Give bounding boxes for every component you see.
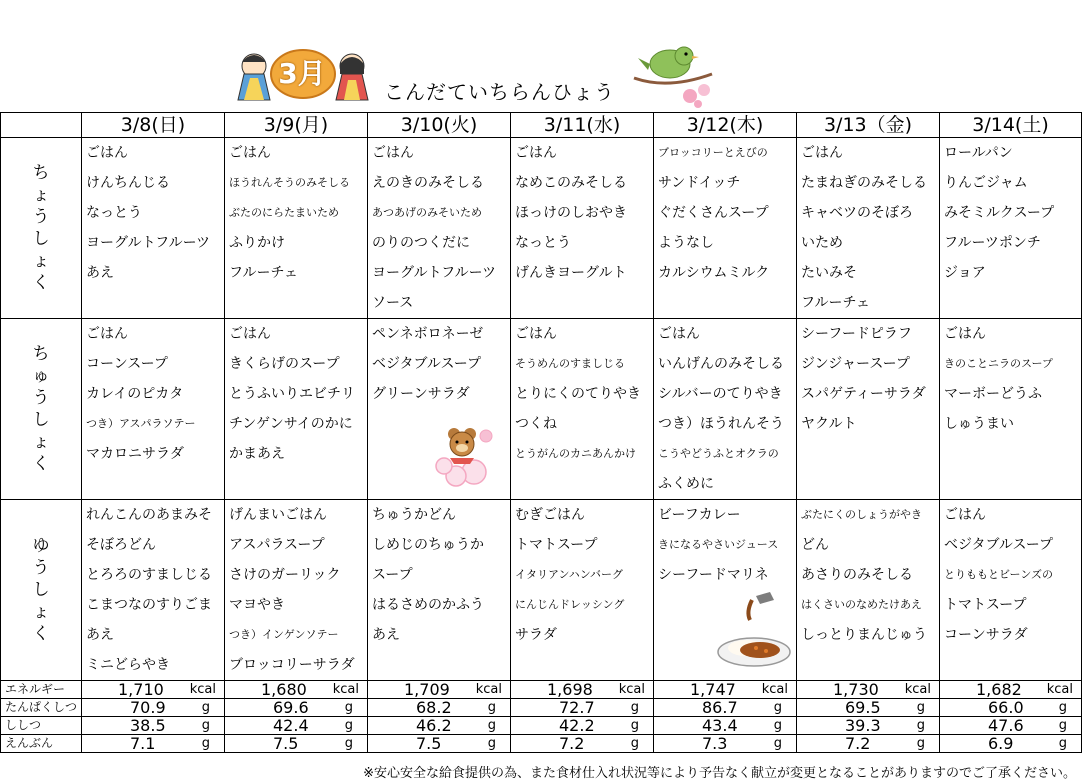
menu-item: つくね <box>515 416 557 432</box>
nutrition-value-cell <box>225 717 368 735</box>
menu-item: ヤクルト <box>801 416 857 432</box>
nutrition-value: 7.3 <box>702 734 728 753</box>
menu-item: ほうれんそうのみそしる <box>229 176 350 189</box>
bird-on-branch-icon <box>628 38 718 110</box>
menu-item: スパゲティーサラダ <box>801 386 926 402</box>
menu-item: さけのガーリック <box>229 567 341 583</box>
meal-label-text: ちょうしょく <box>32 163 50 293</box>
day-header: 3/14(土) <box>940 113 1082 138</box>
nutrition-unit: g <box>773 736 782 751</box>
nutrition-value: 70.9 <box>130 698 166 717</box>
menu-item: ジョア <box>944 265 986 281</box>
page-title: こんだていちらんひょう <box>384 80 615 104</box>
menu-item: ソース <box>372 295 414 311</box>
nutrition-value: 43.4 <box>702 716 738 735</box>
menu-item: ベジタブルスープ <box>372 356 482 372</box>
day-header: 3/11(水) <box>511 113 654 138</box>
nutrition-value: 1,747 <box>690 680 736 699</box>
menu-item: つき）ほうれんそう <box>658 416 784 432</box>
menu-item: しっとりまんじゅう <box>801 627 927 643</box>
menu-item: ふりかけ <box>229 235 285 251</box>
nutrition-value-cell <box>654 681 797 699</box>
menu-item: えのきのみそしる <box>372 175 484 191</box>
nutrition-value: 39.3 <box>845 716 881 735</box>
menu-item: しめじのちゅうか <box>372 537 484 553</box>
menu-cell <box>225 500 368 681</box>
meal-label <box>1 319 82 500</box>
menu-item: ようなし <box>658 235 714 251</box>
menu-item: そうめんのすましじる <box>515 357 625 370</box>
nutrition-unit: g <box>1058 736 1067 751</box>
nutrition-unit: kcal <box>475 682 502 697</box>
nutrition-unit: g <box>773 700 782 715</box>
menu-cell <box>225 138 368 319</box>
menu-cell <box>797 138 940 319</box>
menu-item: とろろのすましじる <box>86 567 212 583</box>
menu-item: マーボーどうふ <box>944 386 1042 402</box>
menu-table <box>0 112 1082 753</box>
menu-cell <box>940 500 1082 681</box>
curry-rice-icon <box>716 590 792 670</box>
menu-item: ぶたのにらたまいため <box>229 206 339 219</box>
menu-item: ごはん <box>515 145 557 161</box>
nutrition-value: 1,698 <box>547 680 593 699</box>
nutrition-unit: g <box>916 718 925 733</box>
meal-label <box>1 500 82 681</box>
menu-item: いんげんのみそしる <box>658 356 784 372</box>
menu-item: ビーフカレー <box>658 507 741 523</box>
menu-item: あえ <box>86 265 114 281</box>
menu-item: りんごジャム <box>944 175 1028 191</box>
menu-item: かまあえ <box>229 446 285 462</box>
menu-item: こうやどうふとオクラの <box>658 447 779 460</box>
nutrition-unit: g <box>1058 718 1067 733</box>
nutrition-unit: g <box>201 736 210 751</box>
nutrition-value: 7.5 <box>416 734 442 753</box>
nutrition-unit: kcal <box>904 682 931 697</box>
menu-item: ごはん <box>801 145 843 161</box>
nutrition-value-cell <box>940 699 1082 717</box>
nutrition-value: 72.7 <box>559 698 595 717</box>
nutrition-value-cell <box>511 735 654 753</box>
menu-item: ヨーグルトフルーツ <box>86 235 211 251</box>
menu-item: マカロニサラダ <box>86 446 184 462</box>
menu-item: とりにくのてりやき <box>515 386 641 402</box>
menu-cell <box>654 138 797 319</box>
nutrition-value: 69.5 <box>845 698 881 717</box>
nutrition-value: 42.2 <box>559 716 595 735</box>
nutrition-value-cell <box>654 717 797 735</box>
menu-item: ごはん <box>944 507 986 523</box>
meal-label-text: ゆうしょく <box>32 536 50 644</box>
nutrition-value: 1,682 <box>976 680 1022 699</box>
menu-item: ミニどらやき <box>86 657 170 673</box>
menu-item: フルーチェ <box>229 265 299 281</box>
day-header-row <box>1 113 1082 138</box>
nutrition-value: 1,680 <box>261 680 307 699</box>
nutrition-value: 86.7 <box>702 698 738 717</box>
nutrition-value-cell <box>368 699 511 717</box>
nutrition-value: 66.0 <box>988 698 1024 717</box>
meal-row <box>1 500 1082 681</box>
menu-item: なめこのみそしる <box>515 175 627 191</box>
menu-item: ほっけのしおやき <box>515 205 627 221</box>
nutrition-unit: g <box>916 736 925 751</box>
menu-item: ごはん <box>515 326 557 342</box>
menu-item: カレイのピカタ <box>86 386 184 402</box>
nutrition-unit: g <box>487 736 496 751</box>
nutrition-unit: g <box>344 700 353 715</box>
nutrition-value-cell <box>225 735 368 753</box>
menu-item: ごはん <box>944 326 986 342</box>
nutrition-value-cell <box>797 681 940 699</box>
menu-item: たまねぎのみそしる <box>801 175 927 191</box>
nutrition-unit: kcal <box>618 682 645 697</box>
nutrition-value-cell <box>368 681 511 699</box>
meal-label <box>1 138 82 319</box>
menu-item: コーンサラダ <box>944 627 1028 643</box>
nutrition-value-cell <box>368 717 511 735</box>
menu-cell <box>82 138 225 319</box>
menu-item: ロールパン <box>944 145 1013 161</box>
menu-item: ごはん <box>372 145 414 161</box>
menu-cell <box>654 319 797 500</box>
header <box>0 0 1084 112</box>
menu-item: ちゅうかどん <box>372 507 456 523</box>
nutrition-unit: kcal <box>332 682 359 697</box>
month-badge: 3月 <box>278 57 326 90</box>
nutrition-value-cell <box>940 735 1082 753</box>
menu-item: シーフードピラフ <box>801 326 912 342</box>
nutrition-value: 47.6 <box>988 716 1024 735</box>
nutrition-value-cell <box>654 699 797 717</box>
nutrition-unit: kcal <box>189 682 216 697</box>
menu-item: いため <box>801 235 843 251</box>
menu-item: サラダ <box>515 627 557 643</box>
menu-item: サンドイッチ <box>658 175 741 191</box>
menu-item: ブロッコリーサラダ <box>229 657 355 673</box>
nutrition-unit: g <box>487 718 496 733</box>
nutrition-unit: g <box>630 700 639 715</box>
meal-row <box>1 138 1082 319</box>
nutrition-value-cell <box>82 717 225 735</box>
menu-cell <box>368 500 511 681</box>
menu-item: ベジタブルスープ <box>944 537 1054 553</box>
menu-cell <box>82 500 225 681</box>
menu-item: カルシウムミルク <box>658 265 770 281</box>
nutrition-value: 7.2 <box>845 734 871 753</box>
menu-item: つき）インゲンソテー <box>229 628 339 641</box>
day-header: 3/12(木) <box>654 113 797 138</box>
meal-label-text: ちゅうしょく <box>32 344 50 474</box>
nutrition-value: 7.5 <box>273 734 299 753</box>
menu-item: シーフードマリネ <box>658 567 769 583</box>
nutrition-value-cell <box>225 699 368 717</box>
menu-item: つき）アスパラソテー <box>86 417 196 430</box>
menu-item: どん <box>801 537 829 553</box>
nutrition-unit: kcal <box>1046 682 1073 697</box>
nutrition-unit: g <box>344 736 353 751</box>
menu-item: トマトスープ <box>944 597 1027 613</box>
menu-item: れんこんのあまみそ <box>86 507 212 523</box>
nutrition-row <box>1 717 1082 735</box>
nutrition-value-cell <box>940 681 1082 699</box>
menu-item: ごはん <box>86 145 128 161</box>
menu-item: とうがんのカニあんかけ <box>515 447 636 460</box>
nutrition-value-cell <box>797 735 940 753</box>
nutrition-unit: g <box>630 736 639 751</box>
nutrition-value-cell <box>511 717 654 735</box>
menu-cell <box>797 500 940 681</box>
menu-item: コーンスープ <box>86 356 168 372</box>
nutrition-unit: g <box>201 700 210 715</box>
menu-item: あつあげのみそいため <box>372 206 482 219</box>
menu-item: トマトスープ <box>515 537 598 553</box>
menu-item: ブロッコリーとえびの <box>658 146 768 159</box>
menu-item: あえ <box>372 627 400 643</box>
nutrition-value: 46.2 <box>416 716 452 735</box>
nutrition-value: 1,710 <box>118 680 164 699</box>
nutrition-value: 1,730 <box>833 680 879 699</box>
menu-item: こまつなのすりごま <box>86 597 212 613</box>
menu-item: あえ <box>86 627 114 643</box>
menu-item: きになるやさいジュース <box>658 538 779 551</box>
menu-item: とりももとビーンズの <box>944 568 1054 581</box>
menu-item: フルーチェ <box>801 295 871 311</box>
menu-item: たいみそ <box>801 265 857 281</box>
menu-item: スープ <box>372 567 413 583</box>
menu-item: きのことニラのスープ <box>944 357 1053 370</box>
nutrition-row <box>1 699 1082 717</box>
menu-item: ヨーグルトフルーツ <box>372 265 497 281</box>
day-header: 3/13（金) <box>797 113 940 138</box>
menu-cell <box>940 138 1082 319</box>
bear-with-blossom-icon <box>426 420 498 490</box>
nutrition-value-cell <box>654 735 797 753</box>
menu-item: とうふいりエビチリ <box>229 386 355 402</box>
corner-cell <box>1 113 82 138</box>
menu-item: イタリアンハンバーグ <box>515 568 624 581</box>
menu-cell <box>940 319 1082 500</box>
nutrition-label: ししつ <box>1 717 82 735</box>
menu-item: そぼろどん <box>86 537 156 553</box>
nutrition-value: 7.1 <box>130 734 156 753</box>
nutrition-unit: g <box>916 700 925 715</box>
menu-item: ごはん <box>658 326 700 342</box>
day-header: 3/9(月) <box>225 113 368 138</box>
menu-cell <box>797 319 940 500</box>
menu-item: チンゲンサイのかに <box>229 416 353 432</box>
nutrition-value: 42.4 <box>273 716 309 735</box>
nutrition-unit: g <box>344 718 353 733</box>
menu-item: グリーンサラダ <box>372 386 470 402</box>
menu-item: ごはん <box>86 326 128 342</box>
nutrition-value-cell <box>797 717 940 735</box>
nutrition-value-cell <box>511 681 654 699</box>
menu-item: ごはん <box>229 326 271 342</box>
nutrition-row <box>1 735 1082 753</box>
menu-cell <box>225 319 368 500</box>
menu-item: はるさめのかふう <box>372 597 484 613</box>
nutrition-value-cell <box>511 699 654 717</box>
menu-item: フルーツポンチ <box>944 235 1041 251</box>
nutrition-value-cell <box>940 717 1082 735</box>
day-header: 3/8(日) <box>82 113 225 138</box>
nutrition-unit: g <box>773 718 782 733</box>
menu-item: しゅうまい <box>944 416 1014 432</box>
menu-cell <box>368 138 511 319</box>
menu-item: なっとう <box>86 205 142 221</box>
menu-item: あさりのみそしる <box>801 567 913 583</box>
nutrition-value: 68.2 <box>416 698 452 717</box>
footer-note: ※安心安全な給食提供の為、また食材仕入れ状況等により予告なく献立が変更となることがありますのでご了承ください。 <box>363 766 1076 781</box>
nutrition-label: えんぶん <box>1 735 82 753</box>
nutrition-value: 7.2 <box>559 734 585 753</box>
nutrition-unit: kcal <box>761 682 788 697</box>
menu-item: みそミルクスープ <box>944 205 1055 221</box>
menu-item: ごはん <box>229 145 271 161</box>
nutrition-value: 1,709 <box>404 680 450 699</box>
menu-cell <box>511 138 654 319</box>
nutrition-value-cell <box>797 699 940 717</box>
nutrition-unit: g <box>487 700 496 715</box>
menu-item: なっとう <box>515 235 571 251</box>
menu-item: ジンジャースープ <box>801 356 910 372</box>
menu-item: にんじんドレッシング <box>515 598 625 611</box>
nutrition-value-cell <box>82 681 225 699</box>
nutrition-value: 38.5 <box>130 716 166 735</box>
menu-item: シルバーのてりやき <box>658 386 783 402</box>
nutrition-value: 69.6 <box>273 698 309 717</box>
menu-item: けんちんじる <box>86 175 170 191</box>
menu-item: キャベツのそぼろ <box>801 205 913 221</box>
nutrition-value-cell <box>225 681 368 699</box>
meal-row <box>1 319 1082 500</box>
menu-cell <box>511 319 654 500</box>
menu-item: ぐだくさんスープ <box>658 205 769 221</box>
nutrition-value-cell <box>82 735 225 753</box>
nutrition-unit: g <box>630 718 639 733</box>
menu-cell <box>511 500 654 681</box>
menu-cell <box>82 319 225 500</box>
menu-item: ペンネボロネーゼ <box>372 326 484 342</box>
nutrition-label: たんぱくしつ <box>1 699 82 717</box>
menu-item: げんまいごはん <box>229 507 327 523</box>
nutrition-value: 6.9 <box>988 734 1014 753</box>
day-header: 3/10(火) <box>368 113 511 138</box>
nutrition-value-cell <box>82 699 225 717</box>
nutrition-row <box>1 681 1082 699</box>
nutrition-unit: g <box>201 718 210 733</box>
nutrition-label: エネルギー <box>1 681 82 699</box>
menu-item: ぶたにくのしょうがやき <box>801 508 922 521</box>
nutrition-value-cell <box>368 735 511 753</box>
menu-item: のりのつくだに <box>372 235 470 251</box>
menu-item: アスパラスープ <box>229 537 325 553</box>
menu-item: きくらげのスープ <box>229 356 340 372</box>
menu-item: はくさいのなめたけあえ <box>801 598 922 611</box>
menu-item: むぎごはん <box>515 507 585 523</box>
menu-item: マヨやき <box>229 597 285 613</box>
menu-item: げんきヨーグルト <box>515 265 627 281</box>
menu-item: ふくめに <box>658 476 714 492</box>
nutrition-unit: g <box>1058 700 1067 715</box>
